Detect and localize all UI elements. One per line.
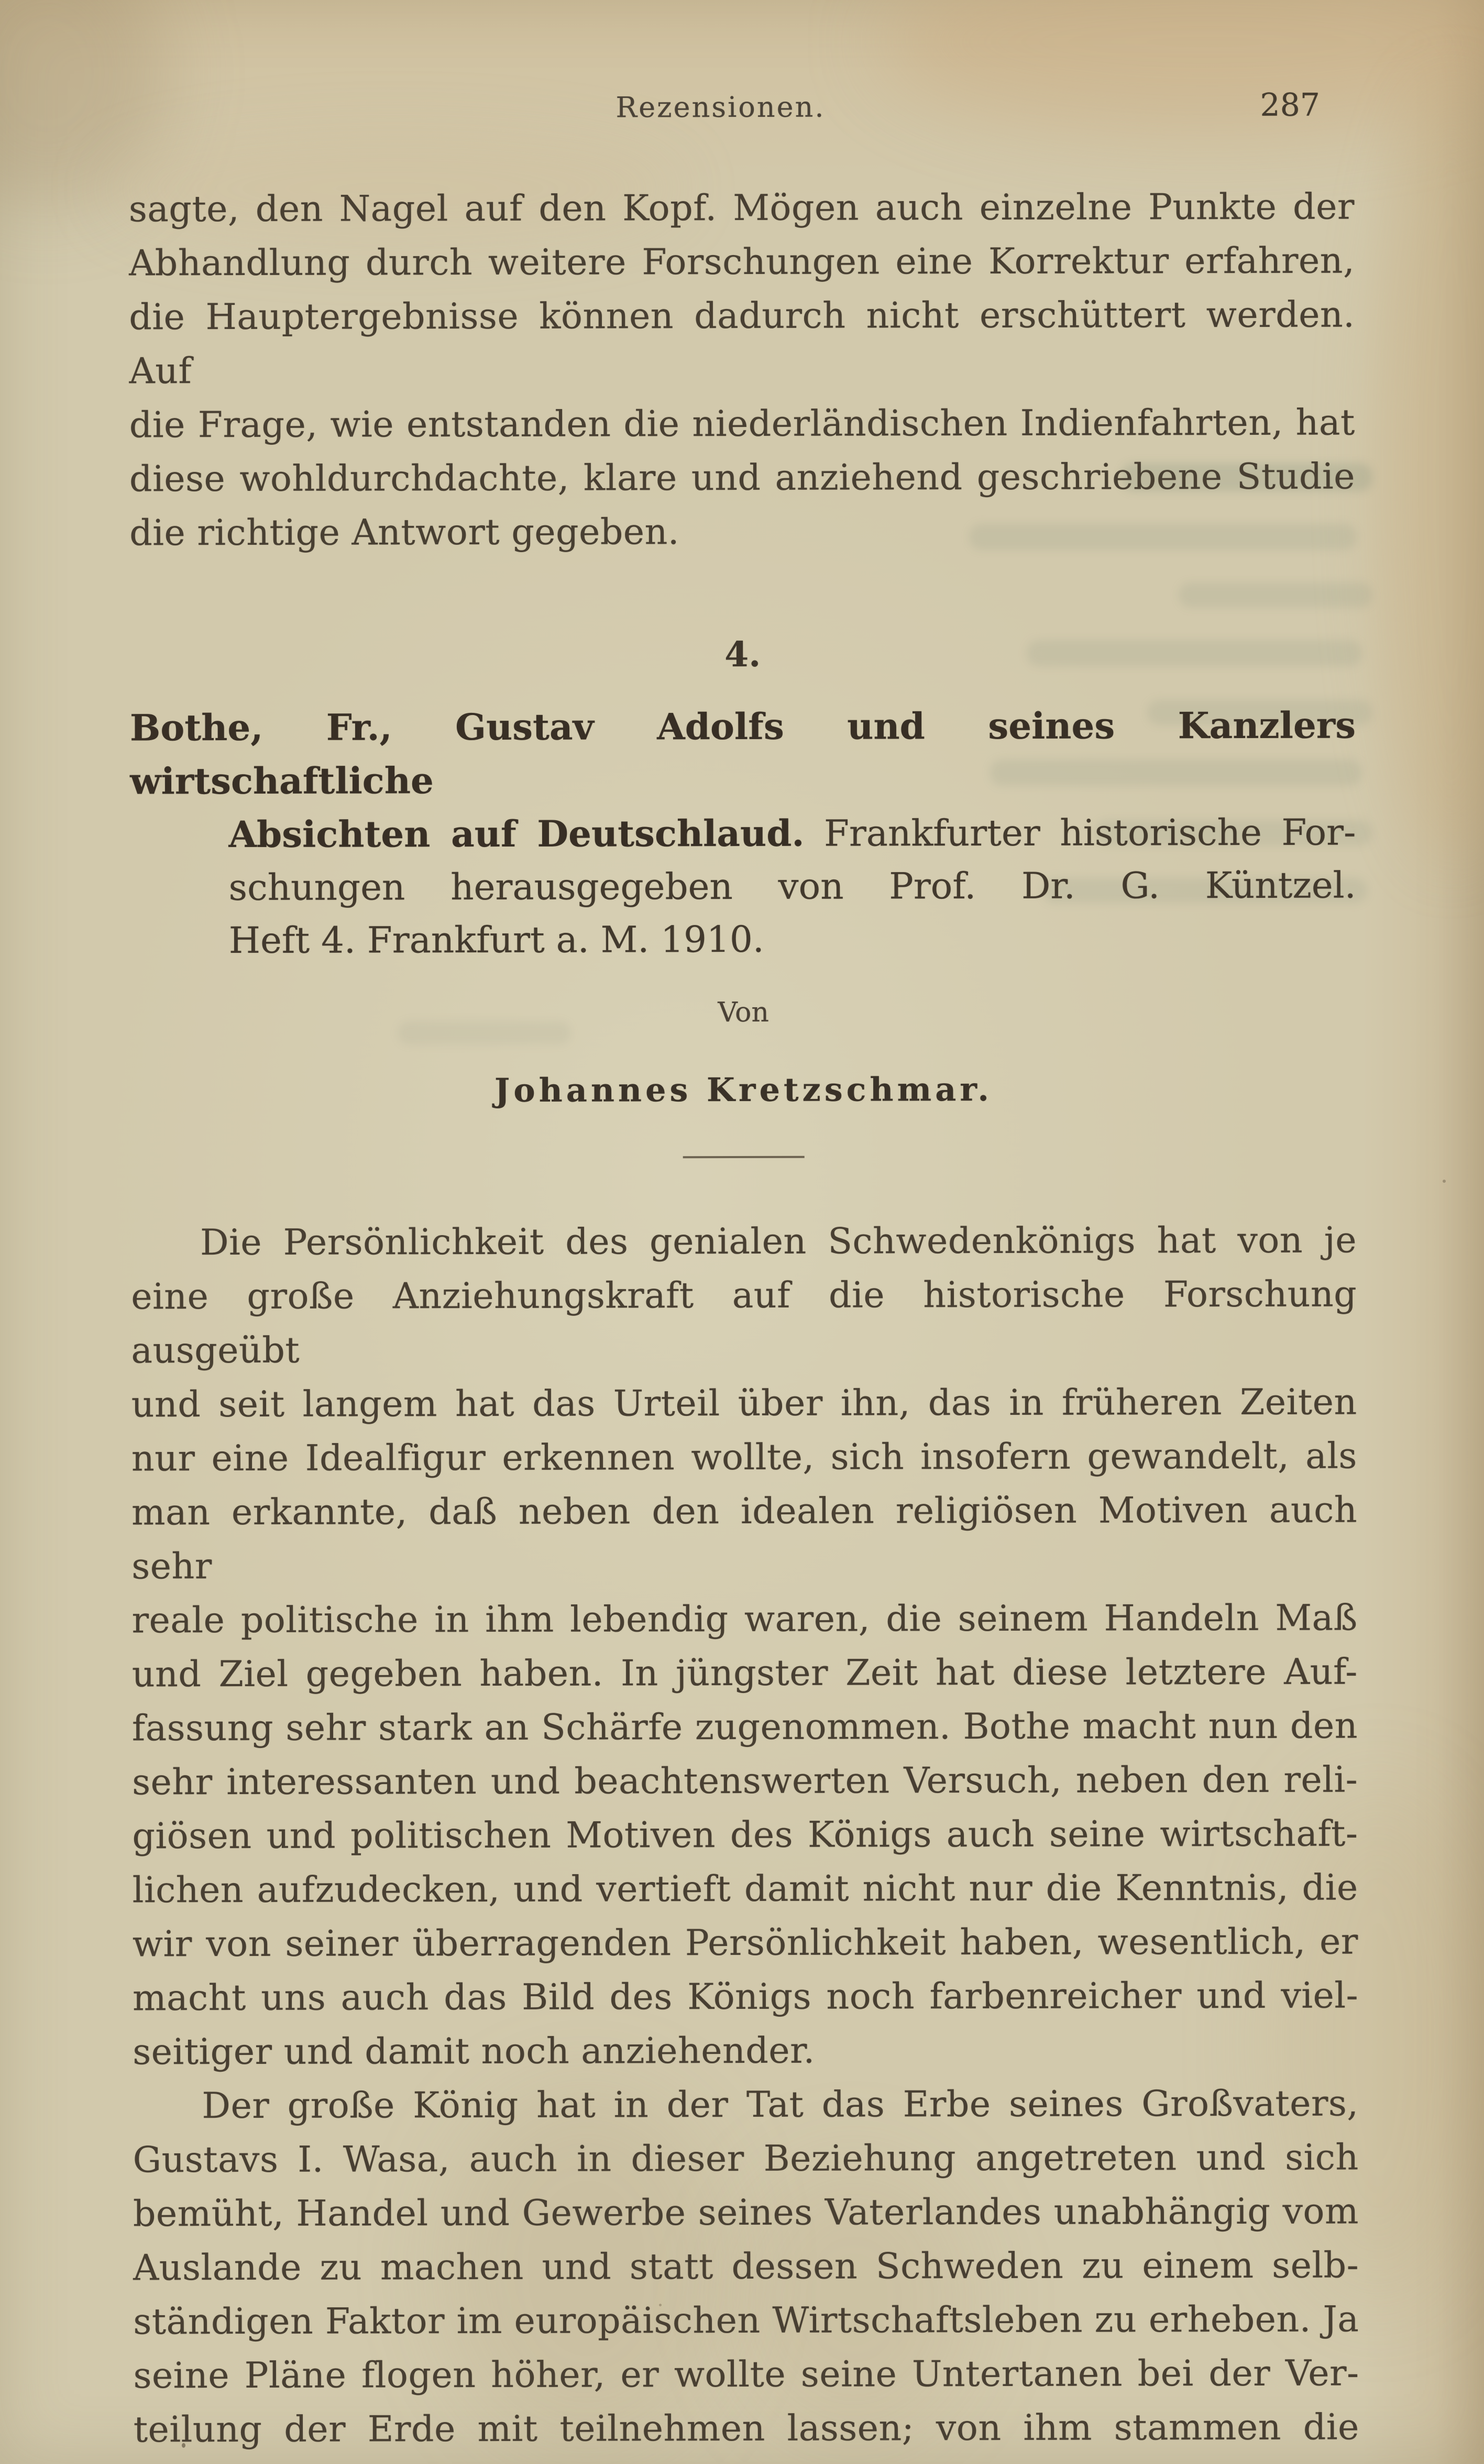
reference-line bbox=[130, 860, 1356, 915]
reference-segment: schungen herausgegeben von Prof. Dr. G. Küntzel. bbox=[228, 864, 1356, 909]
divider-rule bbox=[683, 1156, 805, 1158]
text-line: teilung der Erde mit teilnehmen lassen; von ihm stammen die bbox=[133, 2406, 1359, 2451]
text-line: eine große Anziehungskraft auf die historische Forschung ausgeübt bbox=[131, 1273, 1357, 1372]
ink-speck bbox=[1443, 1180, 1446, 1183]
text-line: Abhandlung durch weitere Forschungen eine Korrektur erfahren, bbox=[129, 240, 1355, 284]
reference-segment: Frankfurter historische For- bbox=[804, 811, 1356, 855]
author-name: Johannes Kretzschmar. bbox=[494, 1070, 993, 1109]
section-number: 4. bbox=[724, 633, 761, 675]
text-line: wir von seiner überragenden Persönlichkeit haben, wesentlich, er bbox=[132, 1921, 1358, 1965]
text-line: lichen aufzudecken, und vertieft damit nicht nur die Kenntnis, die bbox=[132, 1867, 1358, 1911]
text-line: Die Persönlichkeit des genialen Schwedenkönigs hat von je bbox=[200, 1219, 1357, 1264]
text-line: die Hauptergebnisse können dadurch nicht erschüttert werden. Auf bbox=[129, 294, 1355, 392]
reference-line bbox=[130, 806, 1356, 862]
text-line: und Ziel gegeben haben. In jüngster Zeit hat diese letztere Auf- bbox=[131, 1651, 1358, 1696]
intro-paragraph bbox=[129, 180, 1356, 560]
text-line: macht uns auch das Bild des Königs noch farbenreicher und viel- bbox=[132, 1975, 1359, 2019]
reference-line bbox=[130, 699, 1356, 809]
text-line: ständigen Faktor im europäischen Wirtschaftsleben zu erheben. Ja bbox=[133, 2298, 1359, 2343]
text-line: nur eine Idealfigur erkennen wollte, sich insofern gewandelt, als bbox=[131, 1435, 1357, 1480]
text-line: Gustavs I. Wasa, auch in dieser Beziehung angetreten und sich bbox=[133, 2137, 1359, 2181]
text-line: sehr interessanten und beachtenswerten Versuch, neben den reli- bbox=[132, 1759, 1358, 1803]
page-number: 287 bbox=[1260, 86, 1321, 124]
text-line: seine Pläne flogen höher, er wollte seine Untertanen bei der Ver- bbox=[133, 2352, 1359, 2397]
text-line: die richtige Antwort gegeben. bbox=[129, 511, 680, 554]
text-line: die Frage, wie entstanden die niederländischen Indienfahrten, hat bbox=[129, 402, 1355, 446]
review-body bbox=[131, 1214, 1359, 2457]
text-line: seitiger und damit noch anziehender. bbox=[133, 2030, 815, 2073]
text-line: diese wohldurchdachte, klare und anziehend geschriebene Studie bbox=[129, 456, 1356, 500]
text-block bbox=[128, 0, 1359, 2457]
running-head-title: Rezensionen. bbox=[615, 90, 826, 124]
text-line: und seit langem hat das Urteil über ihn, das in früheren Zeiten bbox=[131, 1381, 1357, 1426]
reference-bold-segment: Bothe, Fr., Gustav Adolfs und seines Kanzlers wirtschaftliche bbox=[129, 704, 1356, 803]
text-line: man erkannte, daß neben den idealen religiösen Motiven auch sehr bbox=[131, 1489, 1358, 1588]
reference-bold-segment: Absichten auf Deutschlaud. bbox=[228, 812, 805, 856]
text-line: sagte, den Nagel auf den Kopf. Mögen auch einzelne Punkte der bbox=[128, 186, 1355, 230]
paper-stain bbox=[1372, 79, 1484, 864]
text-line: bemüht, Handel und Gewerbe seines Vaterlandes unabhängig vom bbox=[133, 2191, 1359, 2235]
byline-von: Von bbox=[718, 996, 769, 1029]
text-line: reale politische in ihm lebendig waren, die seinem Handeln Maß bbox=[131, 1597, 1358, 1642]
text-line: Der große König hat in der Tat das Erbe seines Großvaters, bbox=[202, 2083, 1359, 2127]
running-head bbox=[128, 86, 1354, 125]
text-line: giösen und politischen Motiven des Königs auch seine wirtschaft- bbox=[132, 1813, 1358, 1857]
reference-heading bbox=[130, 699, 1356, 968]
text-line: Auslande zu machen und statt dessen Schweden zu einem selb- bbox=[133, 2245, 1359, 2289]
text-line: fassung sehr stark an Schärfe zugenommen. Bothe macht nun den bbox=[131, 1705, 1358, 1750]
reference-line bbox=[130, 912, 1356, 968]
reference-segment: Heft 4. Frankfurt a. M. 1910. bbox=[228, 918, 764, 962]
